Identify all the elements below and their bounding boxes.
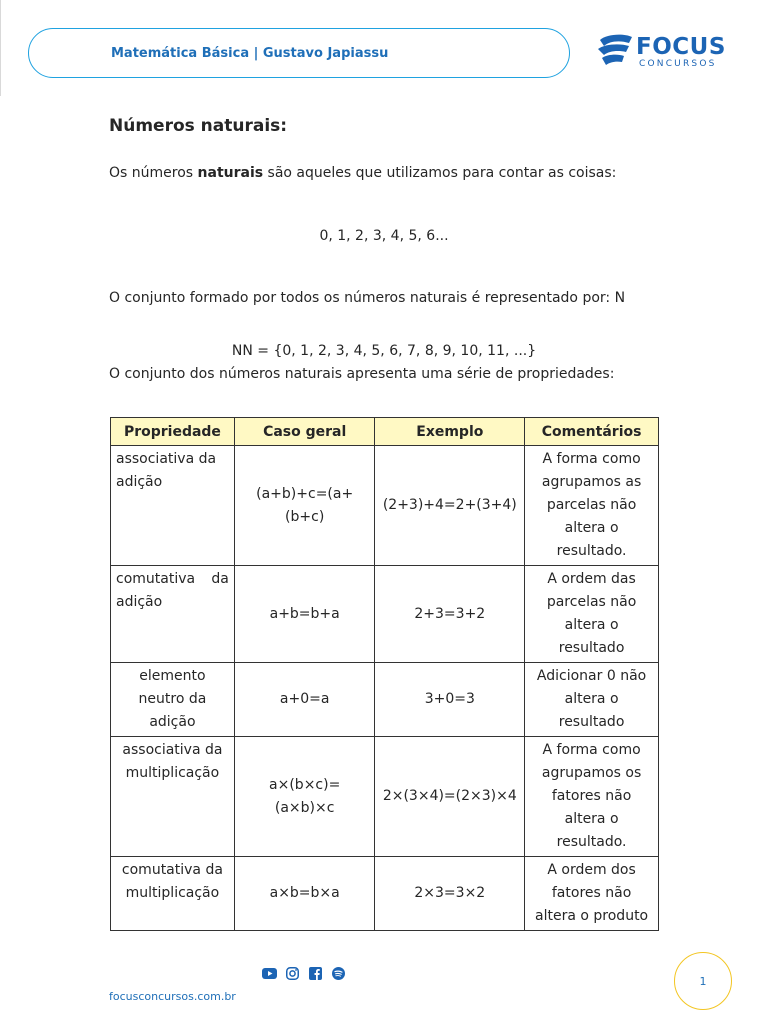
general-case-cell: (a+b)+c=(a+(b+c)	[234, 446, 375, 566]
example-cell: 2×3=3×2	[375, 857, 525, 931]
comment-cell: A ordem dos fatores não altera o produto	[525, 857, 659, 931]
example-cell: 3+0=3	[375, 663, 525, 737]
comment-cell: A forma como agrupamos as parcelas não altera o resultado.	[525, 446, 659, 566]
table-row	[111, 446, 659, 566]
header-title: Matemática Básica | Gustavo Japiassu	[111, 46, 389, 61]
column-header: Comentários	[525, 418, 659, 446]
general-case-cell: a+b=b+a	[234, 566, 375, 663]
property-cell: comutativa da adição	[111, 566, 235, 663]
focus-logo-mark-icon	[596, 32, 634, 68]
logo-subtitle: CONCURSOS	[639, 59, 717, 69]
intro-paragraph	[109, 165, 616, 181]
social-links	[262, 966, 346, 981]
general-case-cell: a+0=a	[234, 663, 375, 737]
property-cell: associativa da adição	[111, 446, 235, 566]
spotify-icon[interactable]	[331, 966, 346, 981]
number-sequence: 0, 1, 2, 3, 4, 5, 6...	[319, 228, 449, 244]
table-row	[111, 857, 659, 931]
example-cell: 2+3=3+2	[375, 566, 525, 663]
set-description: O conjunto formado por todos os números naturais é representado por: N	[109, 290, 626, 306]
general-case-cell: a×b=b×a	[234, 857, 375, 931]
table-row	[111, 663, 659, 737]
table-row	[111, 737, 659, 857]
page-number-badge	[674, 952, 732, 1010]
set-notation: NN = {0, 1, 2, 3, 4, 5, 6, 7, 8, 9, 10, 11, ...}	[231, 343, 537, 359]
focus-logo[interactable]	[596, 32, 726, 74]
column-header: Exemplo	[375, 418, 525, 446]
column-header: Propriedade	[111, 418, 235, 446]
general-case-cell: a×(b×c)=(a×b)×c	[234, 737, 375, 857]
properties-intro: O conjunto dos números naturais apresenta uma série de propriedades:	[109, 366, 615, 382]
column-header: Caso geral	[234, 418, 375, 446]
footer-website-link[interactable]: focusconcursos.com.br	[109, 990, 236, 1003]
left-margin-rule	[0, 0, 1, 96]
intro-text-after: são aqueles que utilizamos para contar as coisas:	[263, 165, 617, 181]
example-cell: 2×(3×4)=(2×3)×4	[375, 737, 525, 857]
comment-cell: A ordem das parcelas não altera o resultado	[525, 566, 659, 663]
comment-cell: A forma como agrupamos os fatores não altera o resultado.	[525, 737, 659, 857]
example-cell: (2+3)+4=2+(3+4)	[375, 446, 525, 566]
property-cell: comutativa da multiplicação	[111, 857, 235, 931]
table-row	[111, 566, 659, 663]
properties-table	[110, 417, 659, 931]
facebook-icon[interactable]	[308, 966, 323, 981]
section-heading: Números naturais:	[109, 116, 288, 136]
youtube-icon[interactable]	[262, 966, 277, 981]
logo-wordmark: FOCUS	[636, 34, 726, 60]
table-header-row	[111, 418, 659, 446]
header-bar	[28, 28, 570, 78]
comment-cell: Adicionar 0 não altera o resultado	[525, 663, 659, 737]
intro-bold-word: naturais	[197, 165, 264, 181]
property-cell: elemento neutro da adição	[111, 663, 235, 737]
property-cell: associativa da multiplicação	[111, 737, 235, 857]
intro-text-before: Os números	[109, 165, 198, 181]
instagram-icon[interactable]	[285, 966, 300, 981]
page-number: 1	[699, 974, 707, 988]
